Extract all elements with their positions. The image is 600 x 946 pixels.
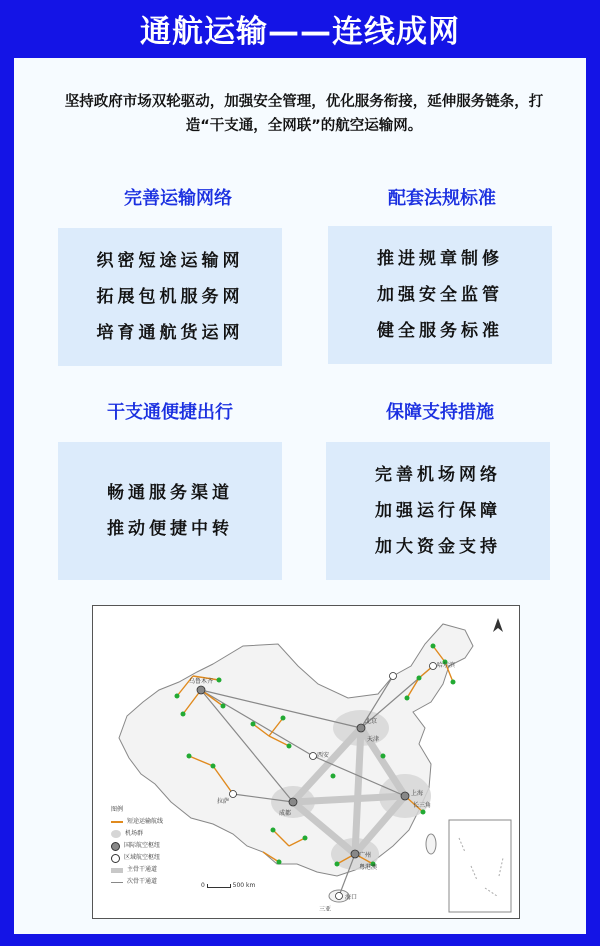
airport-dot [421, 810, 426, 815]
airport-dot [221, 704, 226, 709]
south-china-sea-inset [449, 820, 511, 912]
section-title-convenient-travel: 干支通便捷出行 [107, 402, 233, 423]
box-convenient-travel [58, 442, 282, 580]
section-title-transport-network: 完善运输网络 [124, 188, 232, 209]
legend-regional-hub: 区域航空枢纽 [111, 852, 163, 864]
label-shanghai: 上海 [411, 790, 424, 797]
airport-dot [251, 722, 256, 727]
airport-dot [187, 754, 192, 759]
intl-hub-urumqi [197, 686, 205, 694]
list-item: 加强安全监管 [377, 285, 503, 305]
airport-dot [451, 680, 456, 685]
page-title: 通航运输——连线成网 [140, 13, 460, 50]
list-item: 推动便捷中转 [107, 519, 233, 539]
list-item: 加大资金支持 [375, 537, 501, 557]
label-sanya: 三亚 [319, 906, 332, 913]
box-transport-network [58, 228, 282, 366]
airport-dot [431, 644, 436, 649]
china-outline [119, 624, 473, 876]
content-panel [14, 58, 586, 934]
list-item: 织密短途运输网 [96, 251, 244, 271]
intro-text: 坚持政府市场双轮驱动，加强安全管理，优化服务衔接，延伸服务链条，打造“干支通，全网联”的航空运输网。 [64, 94, 544, 134]
label-tianjin: 天津 [367, 736, 380, 743]
list-item: 培育通航货运网 [96, 323, 244, 343]
legend-intl-hub: 国际航空枢纽 [111, 840, 163, 852]
header-banner [0, 0, 600, 56]
intl-hub-beijing [357, 724, 365, 732]
airport-dot [271, 828, 276, 833]
label-lhasa: 拉萨 [217, 798, 230, 805]
intl-hub-guangzhou [351, 850, 359, 858]
legend-short-route: 短途运输航线 [111, 816, 163, 828]
airport-dot [277, 860, 282, 865]
label-guangzhou: 广州 [359, 852, 372, 859]
network-map [92, 605, 520, 919]
airport-dot [181, 712, 186, 717]
taiwan-island [426, 834, 436, 854]
section-title-regulations: 配套法规标准 [388, 188, 496, 209]
label-pearl: 粤港澳 [359, 864, 378, 871]
legend-secondary-corridor: 次骨干通道 [111, 876, 163, 888]
intl-hub-icon [111, 842, 120, 851]
group-swatch-icon [111, 830, 121, 838]
airport-dot [217, 678, 222, 683]
legend-title: 图例 [111, 806, 124, 813]
regional-hub-harbin [430, 663, 437, 670]
list-item: 推进规章制修 [377, 249, 503, 269]
airport-dot [287, 744, 292, 749]
route-swatch-icon [111, 821, 123, 823]
label-beijing: 北京 [365, 718, 378, 725]
label-chengdu: 成都 [279, 810, 292, 817]
section-title-support-measures: 保障支持措施 [386, 402, 494, 423]
label-haikou: 海口 [345, 894, 358, 901]
airport-dot [335, 862, 340, 867]
legend-main-corridor: 主骨干通道 [111, 864, 163, 876]
list-item: 完善机场网络 [375, 465, 501, 485]
secondary-corridor-swatch-icon [111, 882, 123, 883]
regional-hub-xian [310, 753, 317, 760]
airport-dot [175, 694, 180, 699]
label-urumqi: 乌鲁木齐 [189, 678, 214, 685]
scale-line [207, 884, 231, 888]
airport-dot [281, 716, 286, 721]
box-regulations [328, 226, 552, 364]
regional-hub-icon [111, 854, 120, 863]
airport-dot [405, 696, 410, 701]
label-harbin: 哈尔滨 [437, 662, 456, 669]
list-item: 加强运行保障 [375, 501, 501, 521]
list-item: 拓展包机服务网 [96, 287, 244, 307]
airport-dot [303, 836, 308, 841]
box-support-measures [326, 442, 550, 580]
legend-airport-group: 机场群 [111, 828, 163, 840]
intl-hub-chengdu [289, 798, 297, 806]
airport-dot [331, 774, 336, 779]
airport-dot [417, 676, 422, 681]
list-item: 健全服务标准 [377, 321, 503, 341]
intl-hub-shanghai [401, 792, 409, 800]
list-item: 畅通服务渠道 [107, 483, 233, 503]
airport-dot [381, 754, 386, 759]
regional-hub-lhasa [230, 791, 237, 798]
label-xian: 西安 [317, 752, 330, 759]
main-corridor-swatch-icon [111, 868, 123, 873]
north-arrow-icon [493, 618, 503, 632]
airport-dot [211, 764, 216, 769]
map-legend [111, 804, 163, 888]
scale-bar: 0 500 km [201, 882, 256, 889]
regional-hub [390, 673, 397, 680]
regional-hub-haikou [336, 893, 343, 900]
label-yangtze: 长三角 [413, 802, 432, 809]
